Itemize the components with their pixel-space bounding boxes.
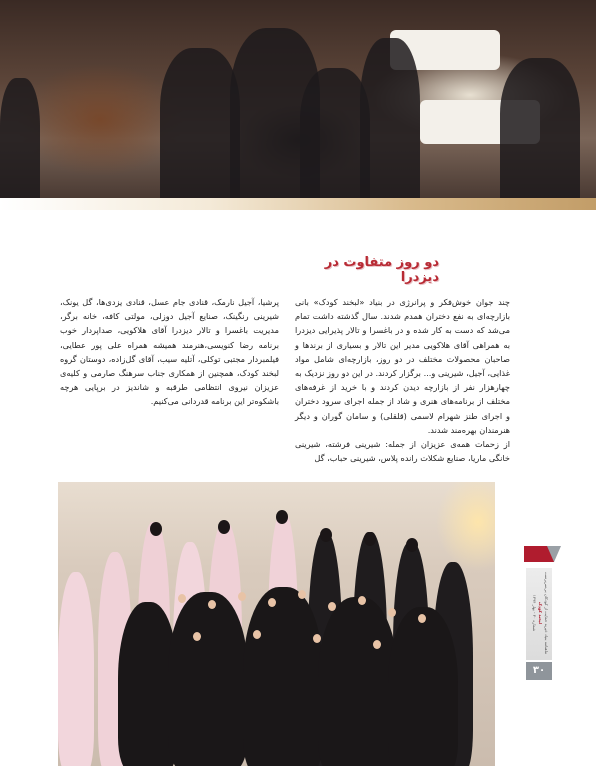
sidebar-caption-line: ماهنامه بنیاد خیریه حمایت از کودکان بی‌سرپرست <box>544 572 549 654</box>
person-silhouette <box>388 607 458 766</box>
person-head <box>276 510 288 524</box>
sidebar-caption-line: شماره ۳۰ - بهار ۱۳۹۴ <box>532 594 537 632</box>
crowd-silhouette <box>160 48 240 198</box>
article-column-left <box>60 295 279 409</box>
person-silhouette <box>58 572 94 766</box>
person-head <box>364 532 376 546</box>
header-divider <box>0 198 596 210</box>
article-paragraph: چند جوان خوش‌فکر و پرانرژی در بنیاد «لبخند کودک» بانی بازارچه‌ای به نفع دختران همدم شدند. سال گذشته داشت تمام می‌شد که دست به کار شده و در باغسرا و تالار پذیرایی دیزدرا به همراهی آقای هلاکویی مدیر این تالار و بسیاری از برندها و صاحبان محصولات مختلف در دو روز، بازارچه‌ای شامل مواد غذایی، آجیل، شیرینی و... برگزار کردند. در این دو روز نزدیک به چهارهزار نفر از بازارچه دیدن کردند و با خرید از غرفه‌های مختلف از برنامه‌های هنری و شاد از جمله اجرای سرود دختران و اجرای طنز شهرام لاسمی (قلقلی) و سامان گوران و دیگر هنرمندان بهره‌مند شدند. <box>295 297 510 435</box>
person-silhouette <box>318 597 398 766</box>
person-silhouette <box>243 587 323 766</box>
magazine-logo <box>524 546 554 562</box>
person-face <box>313 634 321 643</box>
person-face <box>358 596 366 605</box>
person-face <box>238 592 246 601</box>
article-paragraph: از زحمات همه‌ی عزیزان از جمله: شیرینی فرشته، شیرینی خانگی ماریا، صنایع شکلات رانده پلاس، شیرینی حباب، گل <box>295 439 510 464</box>
sidebar-caption-line: لبخند کودک <box>538 601 543 625</box>
person-face <box>208 600 216 609</box>
sidebar-caption <box>527 568 549 659</box>
article-paragraph: پرشیا، آجیل نارمک، قنادی جام عسل، قنادی یزدی‌ها، گل یونک، شیرینی رنگینک، صنایع آجیل دوزلی، مولتی کافه، خانه برگر، مدیریت باغسرا و تالار دیزدرا آقای هلاکویی، صداپردار خوب برنامه رضا کنویسی،هنرمند همیشه همراه علی پور عطایی، فیلمبردار مجتبی توکلی، آتلیه سیب، آقای گل‌زاده، دوستان گروه لبخند کودک، همچنین از همکاری جناب سرهنگ صارمی و کلیه‌ی عزیزان نیروی انتظامی طرقبه و شاندیز در برپایی هرچه باشکوه‌تر این برنامه قدردانی می‌کنیم. <box>60 297 279 407</box>
page-number: ۳۰ <box>526 662 552 680</box>
sidebar-strip <box>526 568 552 660</box>
crowd-silhouette <box>500 58 580 198</box>
person-head <box>150 522 162 536</box>
article-headline: دو روز متفاوت در دیزدرا <box>324 254 439 285</box>
person-face <box>388 608 396 617</box>
person-face <box>268 598 276 607</box>
person-face <box>373 640 381 649</box>
person-face <box>418 614 426 623</box>
person-face <box>178 594 186 603</box>
person-face <box>193 632 201 641</box>
crowd-silhouette <box>0 78 40 198</box>
person-head <box>406 538 418 552</box>
bazaar-crowd-photo <box>0 0 596 198</box>
person-face <box>298 590 306 599</box>
person-face <box>328 602 336 611</box>
article-column-right <box>295 295 510 465</box>
person-head <box>218 520 230 534</box>
crowd-silhouette <box>360 38 420 198</box>
person-face <box>253 630 261 639</box>
volunteers-group-photo <box>58 482 495 766</box>
person-silhouette <box>168 592 248 766</box>
person-head <box>320 528 332 542</box>
